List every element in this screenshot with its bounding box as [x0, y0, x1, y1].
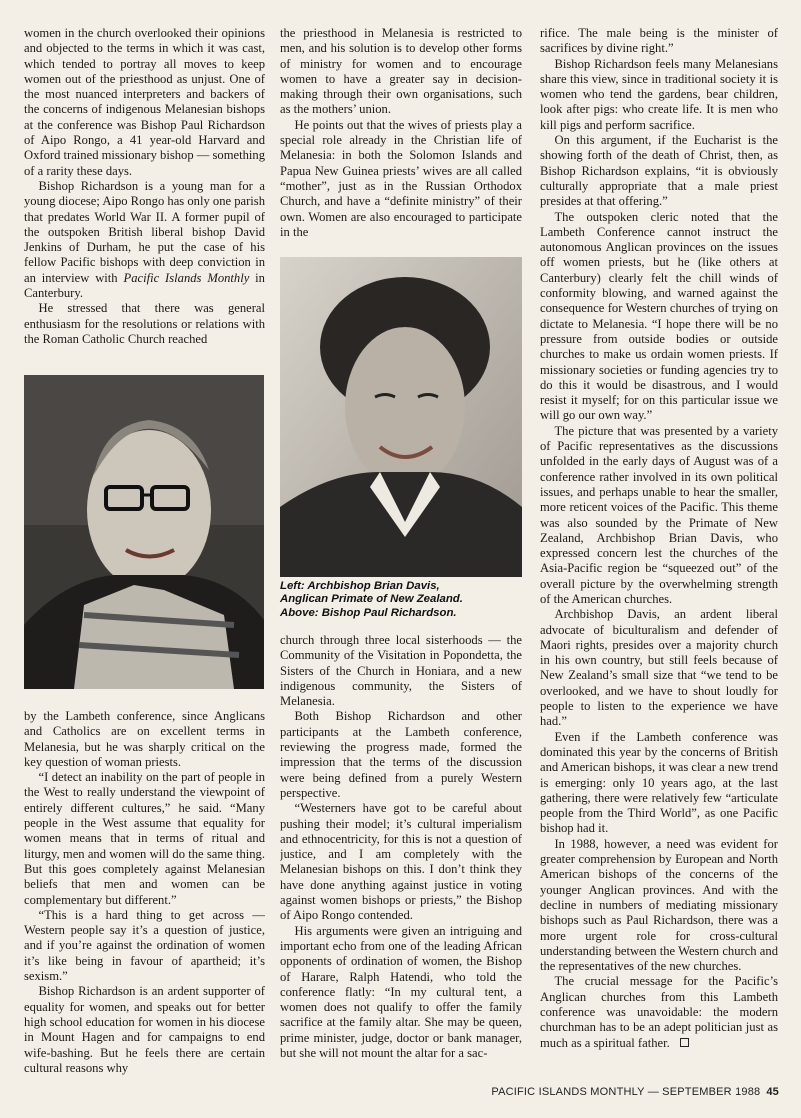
paragraph: women in the church overlooked their opinions and objected to the terms in which it was cast, which tended to portray all moves to keep women out of the priesthood as unjust. One of the most nuanced interpreters and backers of the concerns of indigenous Melanesian bishops at the conference was Bishop Paul Richardson of Aipo Rongo, a 41 year-old Harvard and Oxford trained missionary bishop — something of a rarity these days. [24, 26, 265, 178]
column-3-text [540, 26, 778, 1086]
paragraph: the priesthood in Melanesia is restricted to men, and his solution is to develop other forms of ministry for women and to encourage women to have a greater say in decision-making through their own organisations, such as the mothers’ union. [280, 26, 522, 117]
portrait-illustration [24, 375, 264, 689]
column-2-top-text [280, 26, 522, 241]
paragraph: He stressed that there was general enthusiasm for the resolutions or relations with the Roman Catholic Church reached [24, 301, 265, 346]
paragraph: Bishop Richardson feels many Melanesians share this view, since in traditional society it is women who tend the gardens, bear children, look after pigs: who create life. It is men who kill pigs and perform sacrifice. [540, 56, 778, 132]
column-1-bottom-text [24, 709, 265, 1093]
paragraph: In 1988, however, a need was evident for greater comprehension by European and North American bishops of the concerns of the younger Anglican provinces. And with the decline in numbers of mediating missionary bishops such as Paul Richardson, there was a more urgent role for cross-cultural understanding between the Western church and the representatives of the new churches. [540, 836, 778, 974]
paragraph [24, 179, 265, 301]
portrait-illustration [280, 257, 522, 577]
paragraph: “Westerners have got to be careful about pushing their model; it’s cultural imperialism and ethnocentricity, for this is not a question of justice, and I am completely with the Melanesian bishops on this. I don’t think they have done anything against justice in voting against women bishops or priests,” the Bishop of Aipo Rongo contended. [280, 801, 522, 923]
paragraph: His arguments were given an intriguing and important echo from one of the leading African opponents of ordination of women, the Bishop of Harare, Ralph Hatendi, who told the conference flatly: “In my cultural tent, a women does not qualify to offer the family sacrifice at the family altar. She may be queen, prime minister, judge, doctor or bank manager, but she will not mount the altar for a sac- [280, 923, 522, 1061]
paragraph: “This is a hard thing to get across — Western people say it’s a question of justice, and if you’re against the ordination of women it’s like being in favour of apartheid; it’s sexism.” [24, 907, 265, 984]
paragraph-text: in Canterbury. [24, 270, 265, 301]
paragraph: by the Lambeth conference, since Anglicans and Catholics are on excellent terms in Melanesia, but he was sharply critical on the key question of woman priests. [24, 709, 265, 769]
paragraph: Both Bishop Richardson and other participants at the Lambeth conference, reviewing the progress made, formed the impression that the terms of the discussion were being defined from a purely Western perspective. [280, 709, 522, 800]
paragraph: He points out that the wives of priests play a special role already in the Christian life of Melanesia: in both the Solomon Islands and Papua New Guinea priests’ wives are all called “mother”, just as in the Russian Orthodox Church, and have a “definite ministry” of their own. Women are also encouraged to participate in the [280, 117, 522, 239]
column-2-bottom-text [280, 633, 522, 1093]
end-square-icon [680, 1038, 689, 1047]
paragraph: The outspoken cleric noted that the Lambeth Conference cannot instruct the autonomous Anglican provinces on the issues off women priests, but he (like others at Canterbury) clearly felt the chill winds of conformity blowing, and warned against the consequence for Western churches of trying on dictate to Melanesia. “I hope there will be no pressure from outside bodies or outside churches to make us ordain women priests. If missionary societies or funding agencies try to do this it would be disastrous, and I would resist it myself; for on this particular issue we will go our own way.” [540, 209, 778, 423]
paragraph: rifice. The male being is the minister of sacrifices by divine right.” [540, 26, 778, 56]
paragraph: On this argument, if the Eucharist is the showing forth of the death of Christ, then, as Bishop Richardson explains, “it is obviously culturally appropriate that a male priest presides at that offering.” [540, 133, 778, 209]
magazine-title: Pacific Islands Monthly [123, 270, 250, 285]
paragraph: Archbishop Davis, an ardent liberal advocate of biculturalism and defender of Maori rights, presides over a majority church in his own country, but still feels because of New Zealand’s small size that “we tend to be overlooked, and we have to shout loudly for people to listen to the experience we have had.” [540, 607, 778, 729]
paragraph: The picture that was presented by a variety of Pacific representatives as the discussions unfolded in the early days of August was of a conference rather involved in its own political issues, and perhaps unable to hear the smaller, more reticent voices of the Pacific. This theme was also sounded by the Primate of New Zealand, Archbishop Brian Davis, who expressed concern lest the churches of the Asia-Pacific region be “squeezed out” of the overall picture by the overwhelming strength of the American churches. [540, 423, 778, 606]
photo-archbishop-brian-davis [280, 257, 522, 577]
paragraph [540, 974, 778, 1050]
paragraph: “I detect an inability on the part of people in the West to really understand the viewpoint of entirely different cultures,” he said. “Many people in the West assume that equality for women means that in terms of ritual and liturgy, men and women will do the same thing. But this goes completely against Melanesian beliefs that men and women can be complementary but different.” [24, 770, 265, 907]
caption-line: Anglican Primate of New Zealand. [280, 593, 463, 606]
paragraph: church through three local sisterhoods — the Community of the Visitation in Popondetta, the Sisters of the Church in Honiara, and a new indigenous community, the Sisters of Melanesia. [280, 633, 522, 709]
paragraph: Bishop Richardson is an ardent supporter of equality for women, and speaks out for better high school education for women in his diocese in Mount Hagen and for campaigns to end wife-bashing. But he feels there are certain cultural reasons why [24, 984, 265, 1075]
paragraph-text: The crucial message for the Pacific’s Anglican churches from this Lambeth conference was unavoidable: the modern churchman has to be an adept politician just as much as a spiritual father. [540, 974, 778, 1050]
caption-line: Left: Archbishop Brian Davis, [280, 580, 440, 592]
page-number: 45 [766, 1086, 779, 1098]
publication-line: PACIFIC ISLANDS MONTHLY — SEPTEMBER 1988 [491, 1086, 761, 1098]
paragraph: Even if the Lambeth conference was dominated this year by the concerns of British and American bishops, it was clear a new trend is emerging: only 10 years ago, at the last gathering, there were relatively few “articulate people from the Third World”, as one Pacific bishop had it. [540, 729, 778, 836]
paragraph-text: Bishop Richardson is a young man for a young diocese; Aipo Rongo has only one parish that predates World War II. A former pupil of the outspoken British liberal bishop David Jenkins of Durham, he put the case of his fellow Pacific bishops with deep conviction in an interview with [24, 178, 265, 285]
photo-caption [280, 580, 522, 620]
caption-line: Above: Bishop Paul Richardson. [280, 606, 457, 619]
column-1-top-text [24, 26, 265, 364]
photo-bishop-paul-richardson [24, 375, 264, 689]
page-footer [491, 1086, 779, 1098]
